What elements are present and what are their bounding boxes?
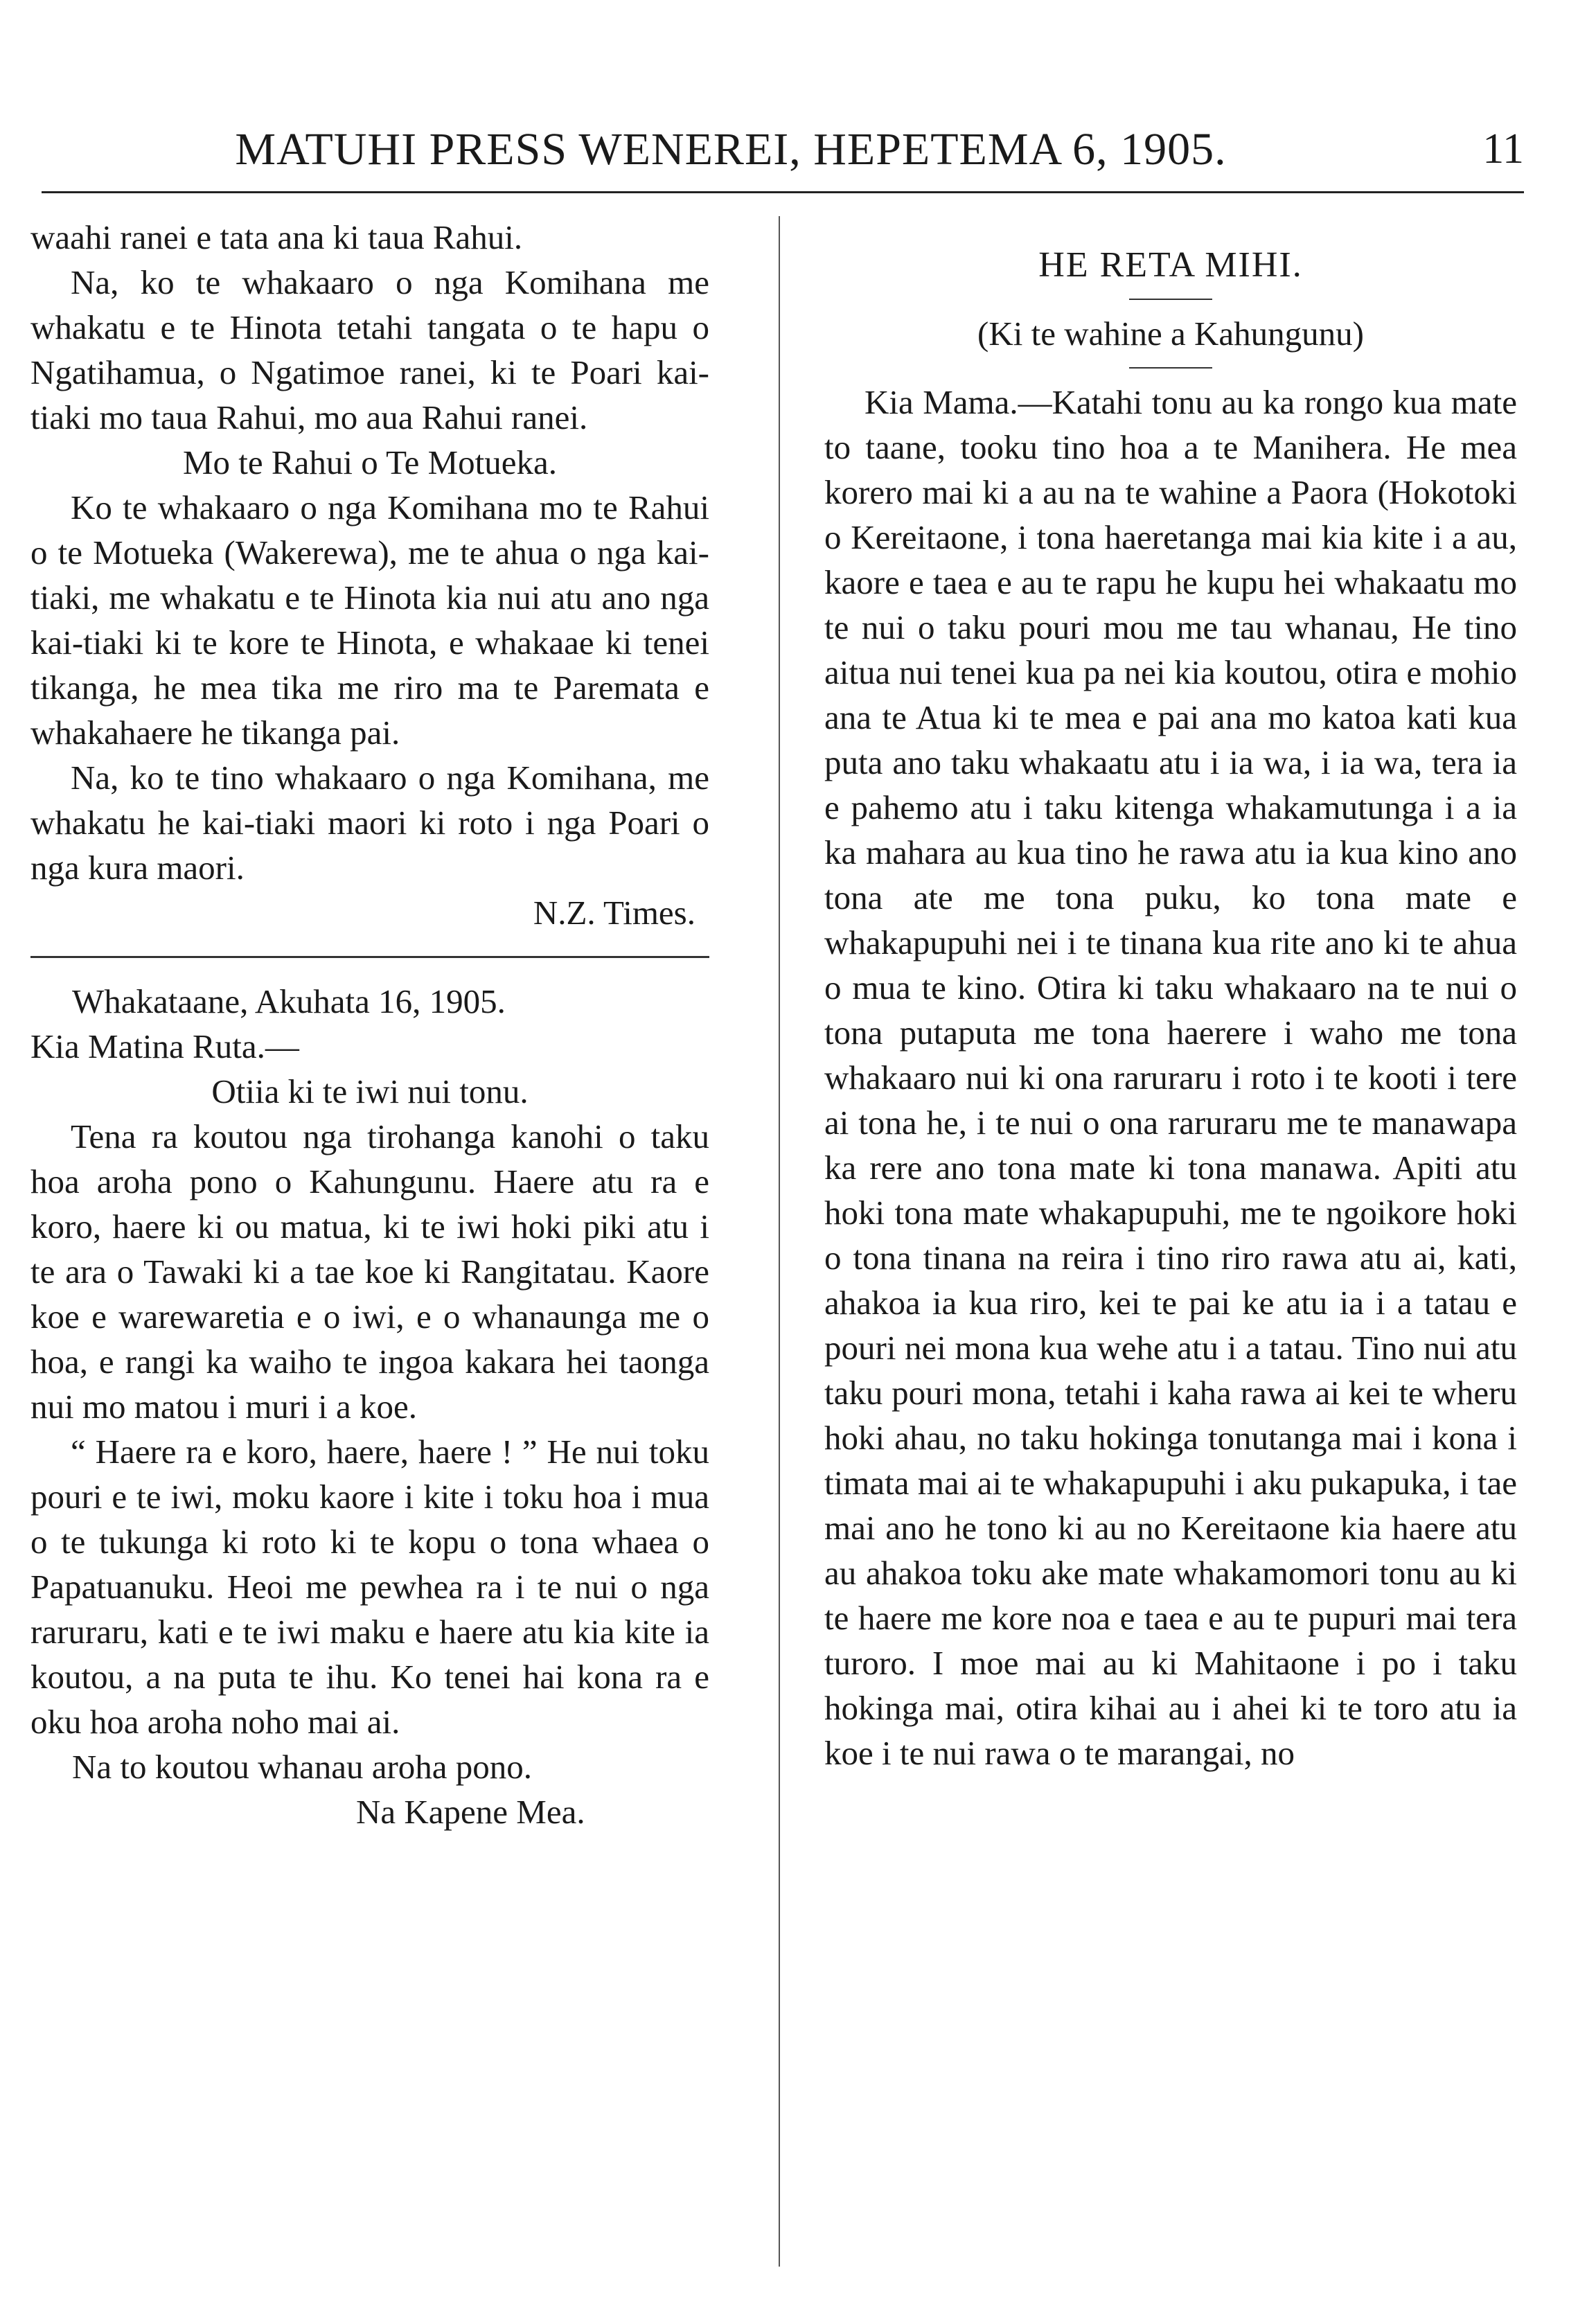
left-paragraph-1: waahi ranei e tata ana ki taua Rahui. [30,218,523,256]
header-rule [42,191,1524,193]
right-column [824,215,1517,1775]
page-number: 11 [1482,125,1524,172]
left-paragraph-3: Ko te whakaaro o nga Komihana mo te Rahui o te Motueka (Wakerewa), me te ahua o nga kai-tiaki, me whakatu e te Hinota kia nui atu ano nga kai-tiaki ki te kore te Hinota, e whakaae ki tenei tikanga, he mea tika me riro ma te Paremata e whakahaere he tikanga pai. [30,488,709,752]
article-body: Kia Mama.—Katahi tonu au ka rongo kua mate to taane, tooku tino hoa a te Manihera. He mea korero mai ki a au na te wahine a Paora (Hokotoki o Kereitaone, i tona haeretanga mai kia kite i a au, kaore e taea e au te rapu he kupu hei whakaatu mo te nui o taku pouri mou me tau whanau, He tino aitua nui tenei kua pa nei kia koutou, otira e mohio ana te Atua ki te mea e pai ana mo katoa kati kua puta ano taku whakaatu atu i ia wa, i ia wa, tera ia e pahemo atu i taku kitenga whakamutunga i a ia ka mahara au kua tino he rawa atu ia kua kino ano tona ate me tona puku, ko tona mate e whakapupuhi nei i te tinana kua rite ano ki te ahua o mua te kino. Otira ki taku whakaaro na te nui o tona putaputa me tona haerere i waho me tona whakaaro nui ki ona raruraru i roto i te kooti i tere ai tona he, i te nui o ona raruraru me te manawapa ka rere ano tona mate ki tona manawa. Apiti atu hoki tona mate whakapupuhi, me te ngoikore hoki o tona tinana na reira i tino riro rawa atu ai, kati, ahakoa ia kua riro, kei te pai ke atu ia i a tatau e pouri nei mona kua wehe atu i a tatau. Tino nui atu taku pouri mona, tetahi i kaha rawa ai kei te wheru hoki ahau, no taku hokinga tonutanga mai i kona i timata mai ai te whakapupuhi i aku pukapuka, i tae mai ano he tono ki au no Kereitaone kia haere atu au ahakoa toku ake mate whakamomori tonu au ki te haere me kore noa e taea e au te pupuri mai tera turoro. I moe mai au ki Mahitaone i po i taku hokinga mai, otira kihai au i ahei ki te toro atu ia koe i te nui rawa o te marangai, no [824,383,1517,1772]
column-divider [779,216,780,2267]
source-attribution: N.Z. Times. [533,894,695,932]
section-subheading: Mo te Rahui o Te Motueka. [182,443,558,481]
page-header [42,104,1524,187]
letter-closing: Na to koutou whanau aroha pono. [72,1748,533,1786]
letter-signature: Na Kapene Mea. [356,1793,585,1831]
subtitle-rule [1129,367,1212,369]
newspaper-title: MATUHI PRESS WENEREI, HEPETEMA 6, 1905. [235,124,1227,175]
section-rule [30,956,709,958]
letter-paragraph-1: Tena ra koutou nga tirohanga kanohi o taku hoa aroha pono o Kahungunu. Haere atu ra e koro, haere ki ou matua, ki te iwi hoki piki atu i te ara o Tawaki ki a tae koe ki Rangitatau. Kaore koe e warewaretia e o iwi, e o whanaunga me o hoa, e rangi ka waiho te ingoa kakara hei taonga nui mo matou i muri i a koe. [30,1117,709,1426]
left-paragraph-2: Na, ko te whakaaro o nga Komihana me whakatu e te Hinota tetahi tangata o te hapu o Ngatihamua, o Ngatimoe ranei, ki te Poari kai-tiaki mo taua Rahui, mo aua Rahui ranei. [30,263,709,436]
article-title: HE RETA MIHI. [1038,245,1303,285]
title-rule [1129,299,1212,300]
left-column [30,215,709,1834]
letter-salutation: Kia Matina Ruta.— [30,1027,299,1065]
left-paragraph-4: Na, ko te tino whakaaro o nga Komihana, me whakatu he kai-tiaki maori ki roto i nga Poari o nga kura maori. [30,759,709,887]
article-subtitle: (Ki te wahine a Kahungunu) [977,314,1364,353]
letter-opening: Otiia ki te iwi nui tonu. [211,1072,529,1110]
letter-paragraph-2: “ Haere ra e koro, haere, haere ! ” He nui toku pouri e te iwi, moku kaore i kite i toku hoa i mua o te tukunga ki roto ki te kopu o tona whaea o Papatuanuku. Heoi me pewhea ra i te nui o nga raruraru, kati e te iwi maku e haere atu kia kite ia koutou, a na puta te ihu. Ko tenei hai kona ra e oku hoa aroha noho mai ai. [30,1433,709,1741]
letter-dateline: Whakataane, Akuhata 16, 1905. [72,982,506,1020]
